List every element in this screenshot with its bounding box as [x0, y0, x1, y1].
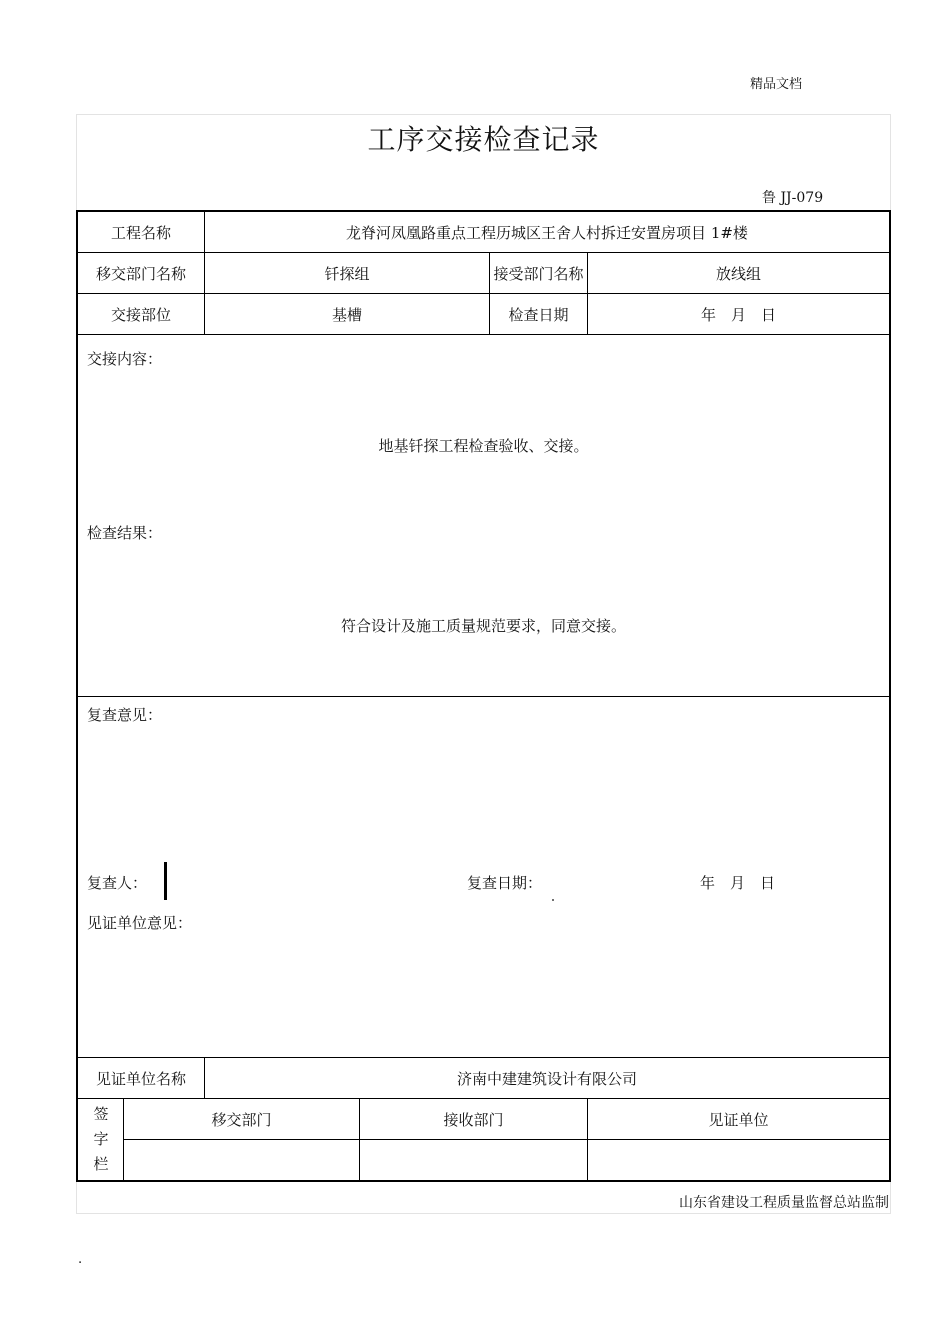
signature-label	[78, 1102, 124, 1177]
handover-part-label: 交接部位	[110, 305, 171, 324]
check-date-value: 年 月 日	[700, 305, 776, 324]
signature-col-handover: 移交部门	[211, 1110, 272, 1129]
signature-box-receive[interactable]	[360, 1140, 587, 1180]
handover-dept-value: 钎探组	[324, 264, 370, 283]
reviewer-label: 复查人：	[87, 874, 148, 892]
receive-dept-value: 放线组	[715, 264, 761, 283]
handover-dept-label: 移交部门名称	[95, 264, 186, 283]
review-opinion-label: 复查意见：	[87, 706, 163, 724]
witness-name-value: 济南中建建筑设计有限公司	[456, 1069, 637, 1088]
receive-dept-label: 接受部门名称	[493, 264, 584, 283]
check-result-value: 符合设计及施工质量规范要求，同意交接。	[340, 616, 626, 635]
witness-name-label: 见证单位名称	[95, 1069, 186, 1088]
signature-col-receive: 接收部门	[443, 1110, 504, 1129]
text-cursor	[164, 862, 167, 900]
signature-box-witness[interactable]	[588, 1140, 889, 1180]
check-result-label: 检查结果：	[87, 524, 163, 542]
witness-opinion-label: 见证单位意见：	[87, 914, 193, 932]
page-mark: .	[78, 1252, 83, 1267]
check-date-label: 检查日期	[508, 305, 569, 324]
signature-label-char: 栏	[93, 1155, 109, 1173]
signature-label-char: 字	[93, 1130, 109, 1148]
review-date-label: 复查日期：	[467, 874, 543, 892]
project-name-value: 龙脊河凤凰路重点工程历城区王舍人村拆迁安置房项目 1#楼	[346, 223, 748, 242]
watermark-text: 精品文档	[750, 77, 803, 92]
form-code: 鲁 JJ-079	[762, 190, 824, 206]
signature-box-handover[interactable]	[124, 1140, 359, 1180]
handover-content-label: 交接内容：	[87, 350, 163, 368]
handover-part-value: 基槽	[331, 305, 362, 324]
project-name-label: 工程名称	[110, 223, 171, 242]
signature-label-char: 签	[93, 1105, 109, 1123]
supervisor-note: 山东省建设工程质量监督总站监制	[679, 1195, 889, 1211]
form-title: 工序交接检查记录	[367, 123, 600, 156]
record-table	[76, 210, 891, 1182]
signature-col-witness: 见证单位	[708, 1110, 769, 1129]
review-date-value: 年 月 日	[700, 874, 776, 892]
stray-dot	[552, 899, 554, 901]
handover-content-value: 地基钎探工程检查验收、交接。	[378, 436, 589, 455]
